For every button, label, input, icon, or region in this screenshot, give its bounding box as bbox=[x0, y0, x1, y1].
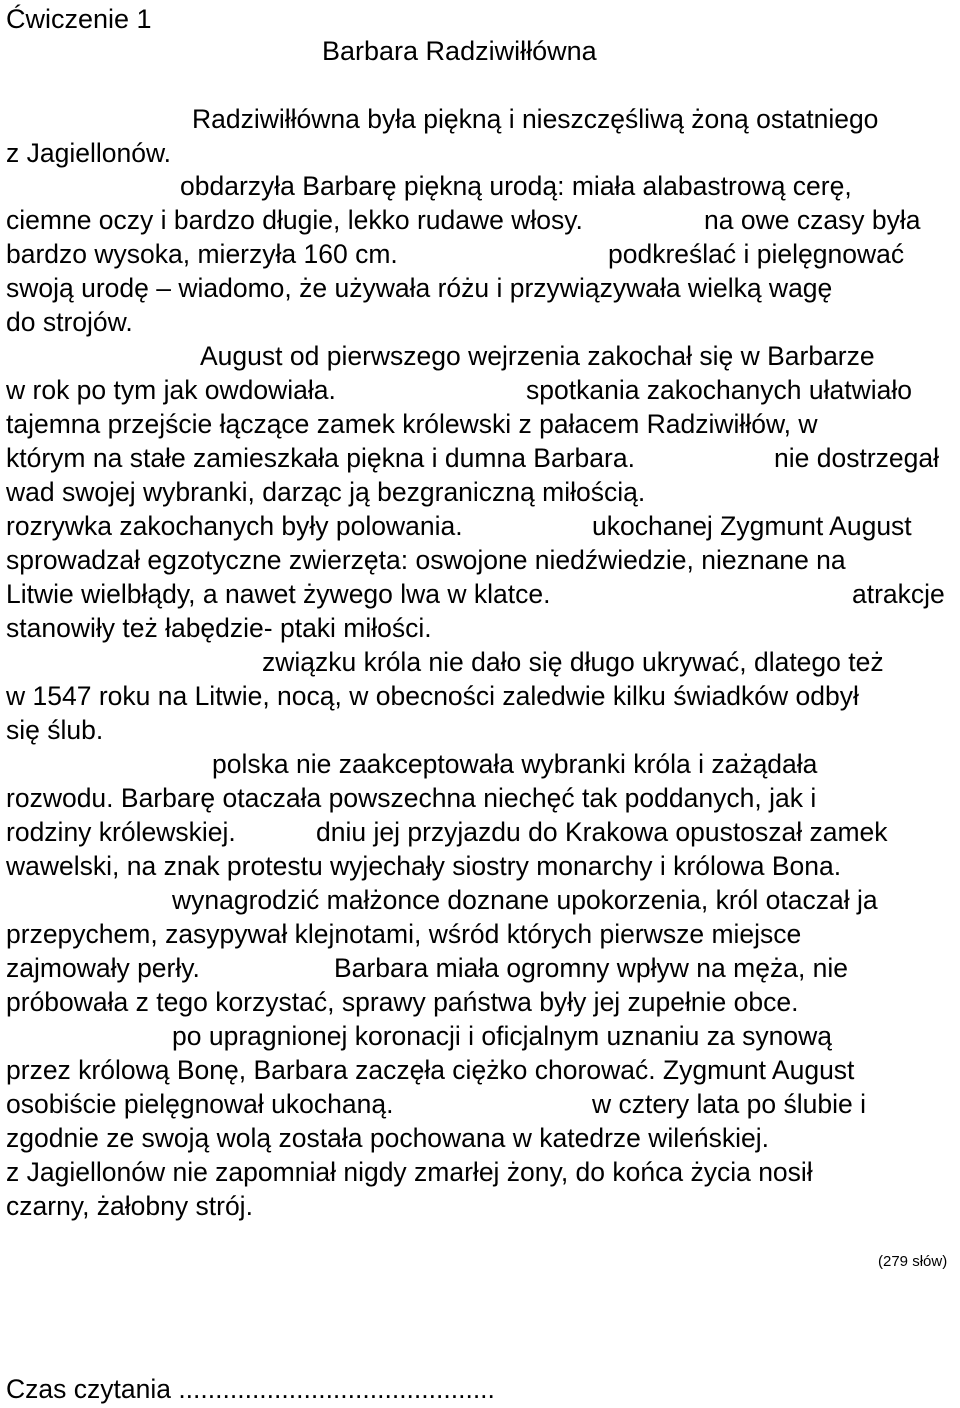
text-line: tajemna przejście łączące zamek królewski z pałacem Radziwiłłów, w bbox=[6, 409, 818, 439]
text-line: wad swojej wybranki, darząc ją bezgraniczną miłością. bbox=[6, 477, 646, 507]
text-line: spotkania zakochanych ułatwiało bbox=[526, 375, 912, 405]
text-line: w 1547 roku na Litwie, nocą, w obecności zaledwie kilku świadków odbył bbox=[6, 681, 859, 711]
text-line: zajmowały perły. bbox=[6, 953, 200, 983]
text-line: rodziny królewskiej. bbox=[6, 817, 236, 847]
text-line: na owe czasy była bbox=[704, 205, 921, 235]
text-line: August od pierwszego wejrzenia zakochał się w Barbarze bbox=[200, 341, 875, 371]
page-title: Barbara Radziwiłłówna bbox=[322, 36, 597, 66]
text-line: po upragnionej koronacji i oficjalnym uznaniu za synową bbox=[172, 1021, 832, 1051]
reading-time-field: Czas czytania ........................................... bbox=[6, 1374, 495, 1404]
text-line: w cztery lata po ślubie i bbox=[592, 1089, 866, 1119]
text-line: sprowadzał egzotyczne zwierzęta: oswojone niedźwiedzie, nieznane na bbox=[6, 545, 846, 575]
text-line: którym na stałe zamieszkała piękna i dumna Barbara. bbox=[6, 443, 635, 473]
text-line: wynagrodzić małżonce doznane upokorzenia, król otaczał ja bbox=[172, 885, 878, 915]
text-line: próbowała z tego korzystać, sprawy państwa były jej zupełnie obce. bbox=[6, 987, 799, 1017]
text-line: obdarzyła Barbarę piękną urodą: miała alabastrową cerę, bbox=[180, 171, 852, 201]
text-line: Barbara miała ogromny wpływ na męża, nie bbox=[334, 953, 849, 983]
text-line: przez królową Bonę, Barbara zaczęła ciężko chorować. Zygmunt August bbox=[6, 1055, 855, 1085]
text-line: związku króla nie dało się długo ukrywać, dlatego też bbox=[262, 647, 884, 677]
text-line: się ślub. bbox=[6, 715, 104, 745]
text-line: w rok po tym jak owdowiała. bbox=[6, 375, 336, 405]
text-line: z Jagiellonów. bbox=[6, 138, 171, 168]
text-line: Litwie wielbłądy, a nawet żywego lwa w klatce. bbox=[6, 579, 551, 609]
text-line: podkreślać i pielęgnować bbox=[608, 239, 905, 269]
text-line: przepychem, zasypywał klejnotami, wśród których pierwsze miejsce bbox=[6, 919, 802, 949]
exercise-label: Ćwiczenie 1 bbox=[6, 4, 152, 34]
text-line: atrakcje bbox=[852, 579, 945, 609]
text-line: zgodnie ze swoją wolą została pochowana w katedrze wileńskiej. bbox=[6, 1123, 770, 1153]
text-line: dniu jej przyjazdu do Krakowa opustoszał zamek bbox=[316, 817, 888, 847]
text-line: osobiście pielęgnował ukochaną. bbox=[6, 1089, 394, 1119]
text-line: bardzo wysoka, mierzyła 160 cm. bbox=[6, 239, 398, 269]
text-line: z Jagiellonów nie zapomniał nigdy zmarłej żony, do końca życia nosił bbox=[6, 1157, 813, 1187]
text-line: czarny, żałobny strój. bbox=[6, 1191, 253, 1221]
text-line: rozrywka zakochanych były polowania. bbox=[6, 511, 463, 541]
text-line: Radziwiłłówna była piękną i nieszczęśliwą żoną ostatniego bbox=[192, 104, 879, 134]
text-line: rozwodu. Barbarę otaczała powszechna niechęć tak poddanych, jak i bbox=[6, 783, 817, 813]
text-line: wawelski, na znak protestu wyjechały siostry monarchy i królowa Bona. bbox=[6, 851, 842, 881]
text-line: stanowiły też łabędzie- ptaki miłości. bbox=[6, 613, 432, 643]
text-line: polska nie zaakceptowała wybranki króla i zażądała bbox=[212, 749, 818, 779]
text-line: ciemne oczy i bardzo długie, lekko rudawe włosy. bbox=[6, 205, 583, 235]
text-line: ukochanej Zygmunt August bbox=[592, 511, 912, 541]
word-count: (279 słów) bbox=[878, 1253, 948, 1270]
text-line: swoją urodę – wiadomo, że używała różu i przywiązywała wielką wagę bbox=[6, 273, 833, 303]
text-line: nie dostrzegał bbox=[774, 443, 939, 473]
text-line: do strojów. bbox=[6, 307, 133, 337]
